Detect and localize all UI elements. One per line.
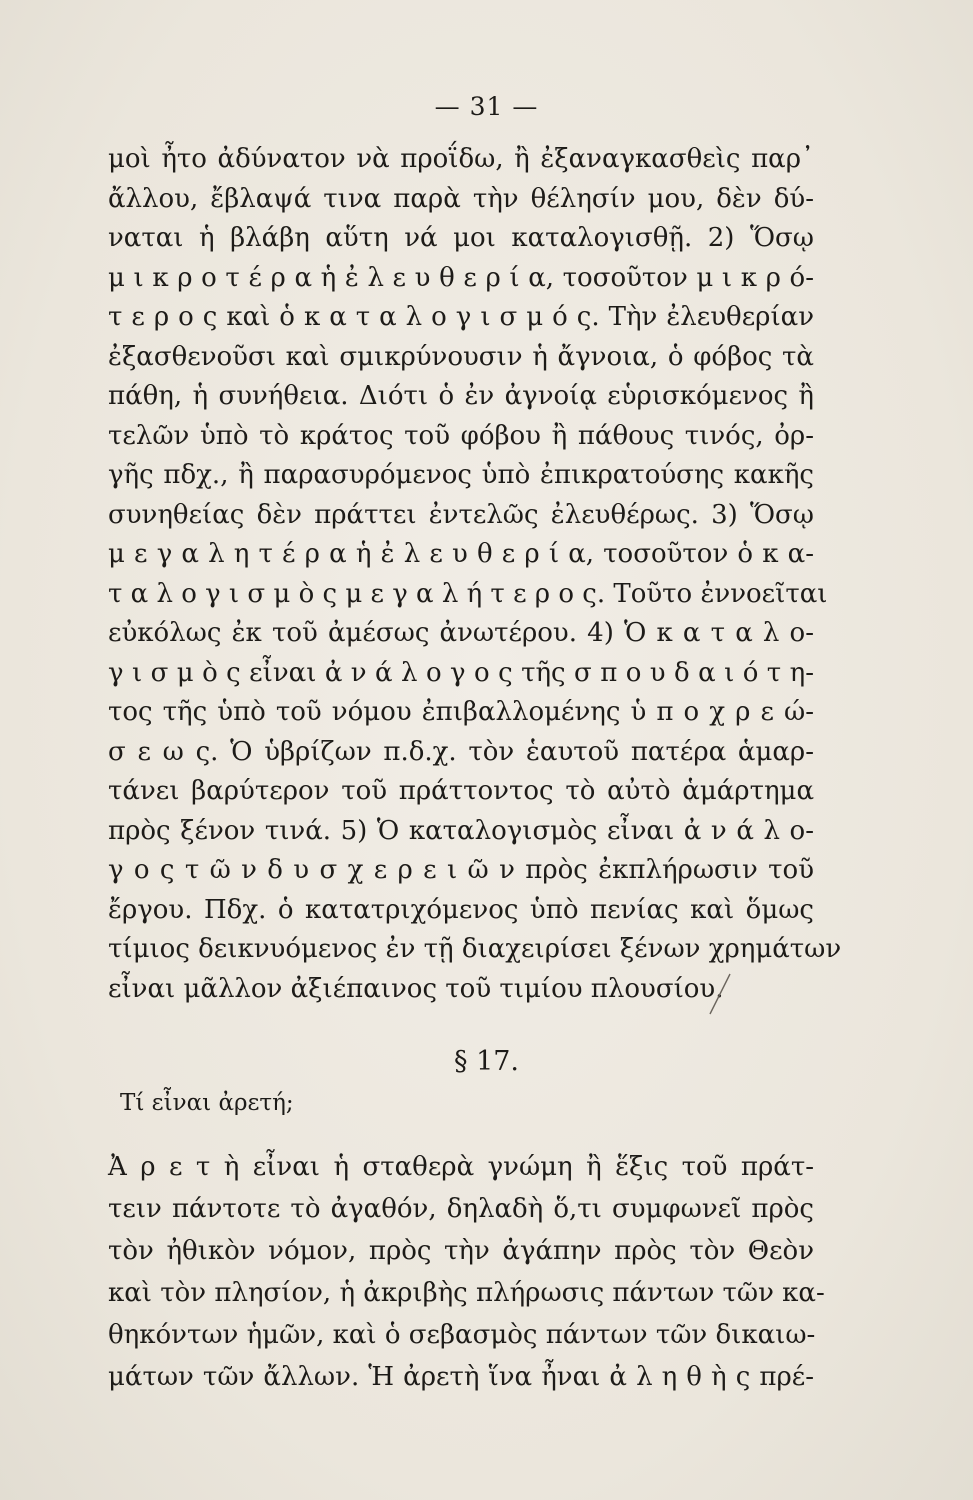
text-line: γ ο ς τ ῶ ν δ υ σ χ ε ρ ε ι ῶ ν πρὸς ἐκπλήρωσιν τοῦ [108,855,814,885]
text-line: εἶναι μᾶλλον ἀξιέπαινος τοῦ τιμίου πλουσίου. [108,973,724,1004]
text-line: τειν πάντοτε τὸ ἀγαθόν, δηλαδὴ ὅ,τι συμφωνεῖ πρὸς [108,1194,814,1224]
text-line: τελῶν ὑπὸ τὸ κράτος τοῦ φόβου ἢ πάθους τινός, ὀρ- [108,420,814,451]
page-number: — 31 — [434,92,539,121]
pencil-mark [700,970,740,1020]
text-line: τος τῆς ὑπὸ τοῦ νόμου ἐπιβαλλομένης ὑ π ο χ ρ ε ώ- [108,697,814,727]
text-line: σ ε ω ς. Ὁ ὑβρίζων π.δ.χ. τὸν ἑαυτοῦ πατέρα ἁμαρ- [108,736,814,767]
text-line: γῆς πδχ., ἢ παρασυρόμενος ὑπὸ ἐπικρατούσης κακῆς [108,460,814,490]
text-line: θηκόντων ἡμῶν, καὶ ὁ σεβασμὸς πάντων τῶν δικαιω- [108,1320,816,1350]
text-line: τ α λ ο γ ι σ μ ὸ ς μ ε γ α λ ή τ ε ρ ο ς. Τοῦτο ἐννοεῖται [108,578,828,609]
text-line: Ἀ ρ ε τ ὴ εἶναι ἡ σταθερὰ γνώμη ἢ ἕξις τοῦ πράτ- [108,1152,814,1182]
text-line: τὸν ἠθικὸν νόμον, πρὸς τὴν ἀγάπην πρὸς τὸν Θεὸν [108,1236,814,1266]
text-line: ἔργου. Πδχ. ὁ κατατριχόμενος ὑπὸ πενίας καὶ ὅμως [108,894,814,925]
text-line: ναται ἡ βλάβη αὕτη νά μοι καταλογισθῇ. 2) Ὅσῳ [108,223,814,253]
text-line: συνηθείας δὲν πράττει ἐντελῶς ἐλευθέρως. 3) Ὅσῳ [108,499,814,530]
section-heading: § 17. [453,1046,520,1077]
text-line: εὐκόλως ἐκ τοῦ ἀμέσως ἀνωτέρου. 4) Ὁ κ α τ α λ ο- [108,618,814,648]
text-line: πάθη, ἡ συνήθεια. Διότι ὁ ἐν ἀγνοίᾳ εὑρισκόμενος ἢ [108,381,814,411]
text-line: ἐξασθενοῦσι καὶ σμικρύνουσιν ἡ ἄγνοια, ὁ φόβος τὰ [108,341,814,372]
paragraph-2 [108,1146,825,1398]
section-question: Τί εἶναι ἀρετή; [120,1090,294,1116]
text-line: μάτων τῶν ἄλλων. Ἡ ἀρετὴ ἵνα ἦναι ἀ λ η θ ὴ ς πρέ- [108,1362,814,1392]
text-line: γ ι σ μ ὸ ς εἶναι ἀ ν ά λ ο γ ο ς τῆς σ π ο υ δ α ι ό τ η- [108,657,814,688]
text-line: τίμιος δεικνυόμενος ἐν τῇ διαχειρίσει ξένων χρημάτων [108,934,842,964]
text-line: μ ι κ ρ ο τ έ ρ α ἡ ἐ λ ε υ θ ε ρ ί α, τοσοῦτον μ ι κ ρ ό- [108,262,814,293]
text-line: μ ε γ α λ η τ έ ρ α ἡ ἐ λ ε υ θ ε ρ ί α, τοσοῦτον ὁ κ α- [108,539,814,569]
text-line: καὶ τὸν πλησίον, ἡ ἀκριβὴς πλήρωσις πάντων τῶν κα- [108,1278,825,1308]
text-line: τ ε ρ ο ς καὶ ὁ κ α τ α λ ο γ ι σ μ ό ς. Τὴν ἐλευθερίαν [108,302,814,332]
text-line: πρὸς ξένον τινά. 5) Ὁ καταλογισμὸς εἶναι ἀ ν ά λ ο- [108,815,814,846]
paragraph-1 [108,140,842,1009]
text-line: ἄλλου, ἔβλαψά τινα παρὰ τὴν θέλησίν μου, δὲν δύ- [108,183,814,214]
text-line: μοὶ ἦτο ἀδύνατον νὰ προΐδω, ἢ ἐξαναγκασθεὶς παρ᾽ [108,144,814,174]
text-line: τάνει βαρύτερον τοῦ πράττοντος τὸ αὐτὸ ἁμάρτημα [108,776,814,806]
